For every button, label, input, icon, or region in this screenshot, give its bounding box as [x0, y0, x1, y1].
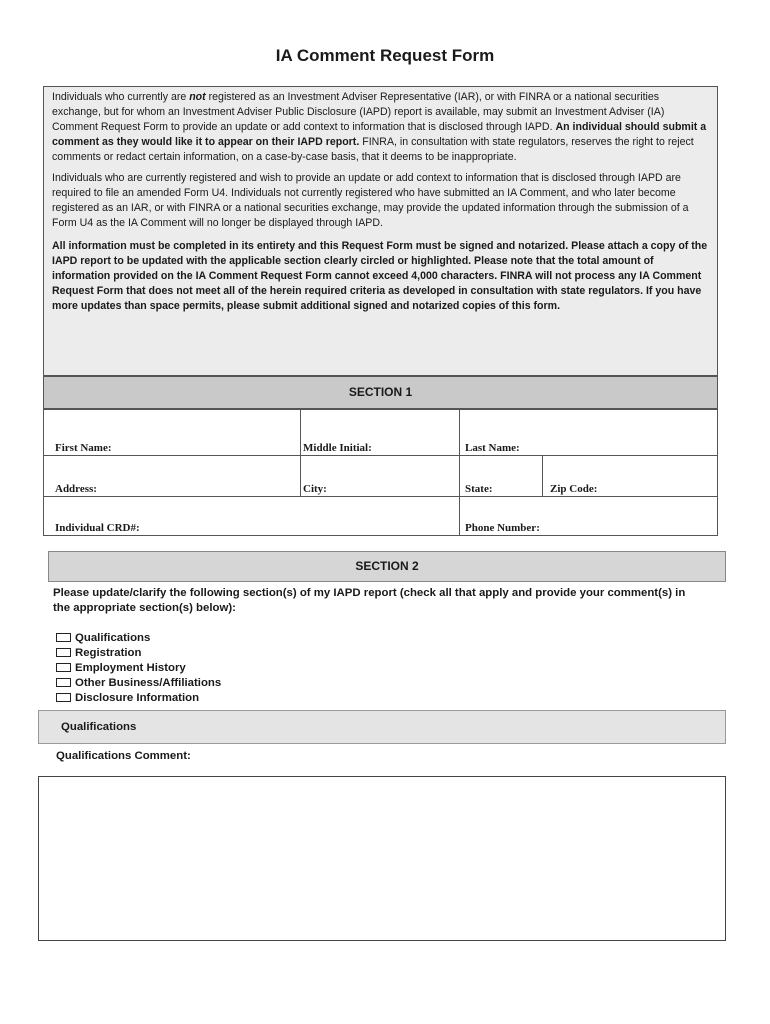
section-1-heading: SECTION 1 [43, 376, 718, 409]
address-field[interactable]: Address: [55, 483, 97, 495]
first-name-field[interactable]: First Name: [55, 442, 112, 454]
checkbox-icon[interactable] [56, 693, 71, 702]
grid-divider [300, 410, 301, 496]
qualifications-heading: Qualifications [38, 710, 726, 744]
checkbox-icon[interactable] [56, 648, 71, 657]
state-field[interactable]: State: [465, 483, 493, 495]
checkbox-qualifications[interactable]: Qualifications [56, 630, 221, 645]
grid-divider [542, 455, 543, 496]
crd-field[interactable]: Individual CRD#: [55, 522, 140, 534]
section-2-heading: SECTION 2 [48, 551, 726, 582]
qualifications-comment-label: Qualifications Comment: [56, 750, 191, 762]
checkbox-icon[interactable] [56, 678, 71, 687]
checkbox-icon[interactable] [56, 663, 71, 672]
zip-code-field[interactable]: Zip Code: [550, 483, 598, 495]
form-title: IA Comment Request Form [275, 46, 495, 65]
city-field[interactable]: City: [303, 483, 327, 495]
middle-initial-field[interactable]: Middle Initial: [303, 442, 372, 454]
checkbox-disclosure-information[interactable]: Disclosure Information [56, 690, 221, 705]
grid-divider [44, 455, 717, 456]
intro-paragraph-2: Individuals who are currently registered and wish to provide an update or add context to information that is disclosed through IAPD are required to file an amended Form U4. Individuals not currently registered who have submitted an IA Comment, and who later become registered as an IAR, or with FINRA or a national securities exchange, may provide the updated information through the submission of a Form U4 as the IA Comment will no longer be displayed through IAPD. [52, 172, 689, 229]
section-2-instructions: Please update/clarify the following section(s) of my IAPD report (check all that apply and provide your comment(s) in the appropriate section(s) below): [53, 587, 686, 614]
checkbox-registration[interactable]: Registration [56, 645, 221, 660]
grid-divider [44, 496, 717, 497]
section-checklist [56, 630, 221, 705]
intro-box [43, 86, 718, 376]
section-1-grid [43, 409, 718, 536]
intro-paragraph-3: All information must be completed in its entirety and this Request Form must be signed and notarized. Please attach a copy of the IAPD report to be updated with the applicable section clearly circled or highlighted. Please note that the total amount of information provided on the IA Comment Request Form cannot exceed 4,000 characters. FINRA will not process any IA Comment Request Form that does not meet all of the herein required criteria as developed in consultation with state regulators. If you have more updates than space permits, please submit additional signed and notarized copies of this form. [52, 240, 708, 312]
qualifications-comment-box[interactable] [38, 776, 726, 941]
last-name-field[interactable]: Last Name: [465, 442, 520, 454]
grid-divider [459, 410, 460, 536]
phone-number-field[interactable]: Phone Number: [465, 522, 540, 534]
checkbox-other-business[interactable]: Other Business/Affiliations [56, 675, 221, 690]
checkbox-icon[interactable] [56, 633, 71, 642]
checkbox-employment-history[interactable]: Employment History [56, 660, 221, 675]
intro-paragraph-1: Individuals who currently are not registered as an Investment Adviser Representative (IAR), or with FINRA or a national securities exchange, but for whom an Investment Adviser Public Disclosure (IAPD) report is available, may submit an Investment Adviser (IA) Comment Request Form to provide an update or add context to information that is disclosed through IAPD. An individual should submit a comment as they would like it to appear on their IAPD report. FINRA, in consultation with state regulators, reserves the right to reject comments or redact certain information, on a case-by-case basis, that it deems to be inappropriate. [52, 91, 707, 163]
